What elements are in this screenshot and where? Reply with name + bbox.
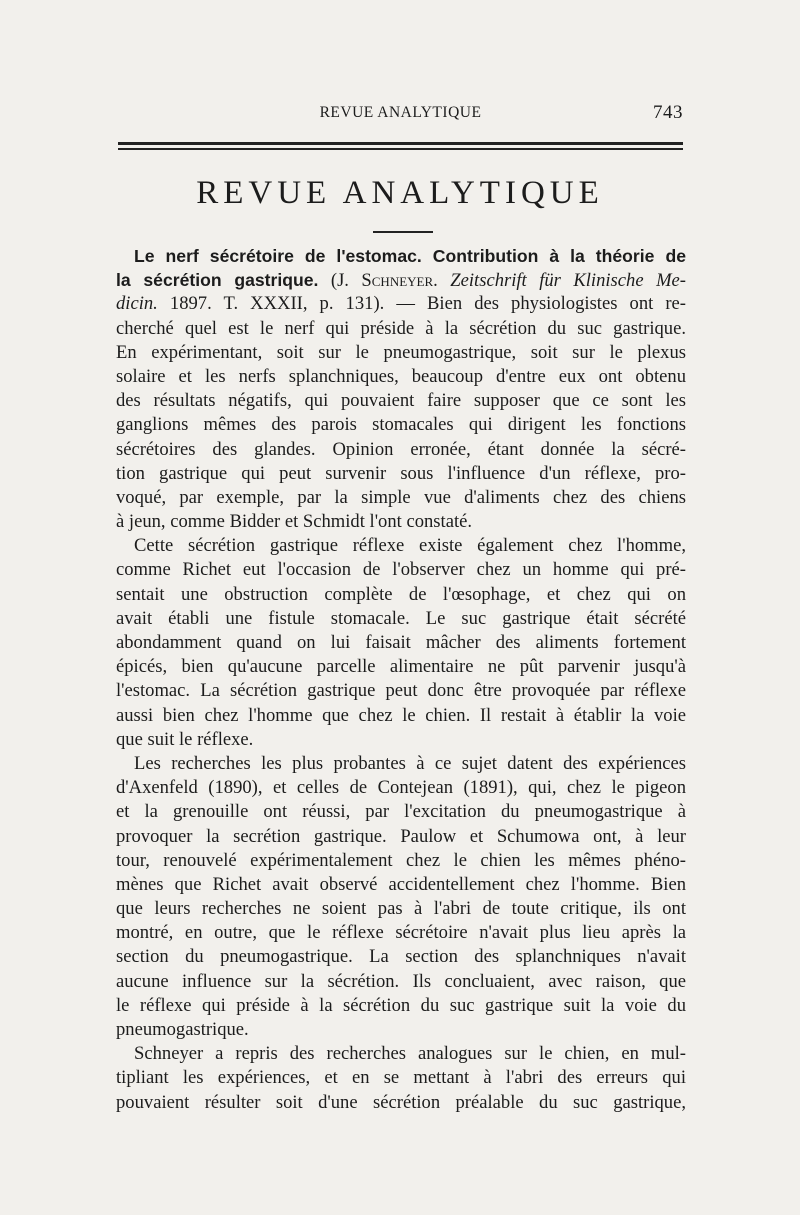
- article-title-line: [116, 244, 686, 268]
- body-line: solaire et les nerfs splanchniques, beaucoup d'entre eux ont obtenu: [116, 365, 686, 387]
- body-line: sécrétoires des glandes. Opinion erronée, étant donnée la sécré-: [116, 438, 686, 460]
- body-line: d'Axenfeld (1890), et celles de Contejean (1891), qui, chez le pigeon: [116, 777, 686, 799]
- body-line: avait établi une fistule stomacale. Le suc gastrique était sécrété: [116, 607, 686, 629]
- body-line: des résultats négatifs, qui pouvaient faire supposer que ce sont les: [116, 390, 686, 412]
- body-line: et la grenouille ont réussi, par l'excitation du pneumogastrique à: [116, 801, 686, 823]
- body-line: tipliant les expériences, et en se mettant à l'abri des erreurs qui: [116, 1067, 686, 1089]
- body-line: cherché quel est le nerf qui préside à la sécrétion du suc gastrique.: [116, 317, 686, 339]
- article: [116, 244, 686, 1115]
- body-line: aucune influence sur la sécrétion. Ils concluaient, avec raison, que: [116, 970, 686, 992]
- body-line: [116, 292, 686, 316]
- body-line: montré, en outre, que le réflexe sécrétoire n'avait plus lieu après la: [116, 922, 686, 944]
- paragraph-3: [116, 752, 686, 1042]
- body-line: abondamment quand on lui faisait mâcher des aliments fortement: [116, 632, 686, 653]
- running-title: REVUE ANALYTIQUE: [319, 104, 482, 121]
- body-line: le réflexe qui préside à la sécrétion du suc gastrique suit la voie du: [116, 994, 686, 1016]
- body-line: que leurs recherches ne soient pas à l'abri de toute critique, ils ont: [116, 898, 686, 920]
- running-head: [118, 102, 683, 130]
- body-line: pneumogastrique.: [116, 1019, 249, 1040]
- body-line: sentait une obstruction complète de l'œsophage, et chez qui on: [116, 583, 686, 605]
- body-line: Cette sécrétion gastrique réflexe existe également chez l'homme,: [134, 535, 686, 557]
- reference-journal: Zeitschrift für Klinische Me-: [437, 270, 686, 292]
- body-line: voqué, par exemple, par la simple vue d'aliments chez des chiens: [116, 486, 686, 508]
- body-line: épicés, bien qu'aucune parcelle alimentaire ne pût parvenir jusqu'à: [116, 656, 686, 678]
- body-line: l'estomac. La sécrétion gastrique peut donc être provoquée par réflexe: [116, 680, 686, 702]
- paragraph-4: [116, 1042, 686, 1115]
- paragraph-1: [116, 317, 686, 535]
- body-line: comme Richet eut l'occasion de l'observer chez un homme qui pré-: [116, 559, 686, 581]
- reference-journal-end: dicin.: [116, 293, 158, 315]
- reference-rest: 1897. T. XXXII, p. 131). — Bien des physiologistes ont re-: [157, 293, 686, 315]
- body-line: tour, renouvelé expérimentalement chez le chien les mêmes phéno-: [116, 849, 686, 871]
- body-line: pouvaient résulter soit d'une sécrétion préalable du suc gastrique,: [116, 1091, 686, 1113]
- body-line: Schneyer a repris des recherches analogues sur le chien, en mul-: [134, 1043, 686, 1065]
- body-line: tion gastrique qui peut survenir sous l'influence d'un réflexe, pro-: [116, 462, 686, 484]
- double-rule-divider: [118, 142, 683, 150]
- body-line: que suit le réflexe.: [116, 728, 254, 750]
- short-rule-divider: [373, 231, 433, 233]
- section-title: REVUE ANALYTIQUE: [196, 175, 604, 211]
- article-title: Le nerf sécrétoire de l'estomac. Contribution à la théorie de: [134, 246, 686, 266]
- body-line: section du pneumogastrique. La section des splanchniques n'avait: [116, 946, 686, 968]
- article-title-end: la sécrétion gastrique.: [116, 270, 319, 291]
- body-line: mènes que Richet avait observé accidentellement chez l'homme. Bien: [116, 873, 686, 895]
- paragraph-2: [116, 534, 686, 752]
- body-line: aussi bien chez l'homme que chez le chien. Il restait à établir la voie: [116, 704, 686, 726]
- body-line: En expérimentant, soit sur le pneumogastrique, soit sur le plexus: [116, 341, 686, 363]
- body-line: provoquer la secrétion gastrique. Paulow et Schumowa ont, à leur: [116, 825, 686, 847]
- reference-author: Schneyer.: [361, 270, 438, 292]
- body-line: ganglions mêmes des parois stomacales qui dirigent les fonctions: [116, 414, 686, 436]
- body-line: Les recherches les plus probantes à ce sujet datent des expériences: [134, 752, 686, 774]
- page-number: 743: [653, 102, 683, 123]
- body-line: à jeun, comme Bidder et Schmidt l'ont constaté.: [116, 511, 473, 533]
- article-title-line: [116, 268, 686, 292]
- reference-open: (J.: [318, 270, 362, 292]
